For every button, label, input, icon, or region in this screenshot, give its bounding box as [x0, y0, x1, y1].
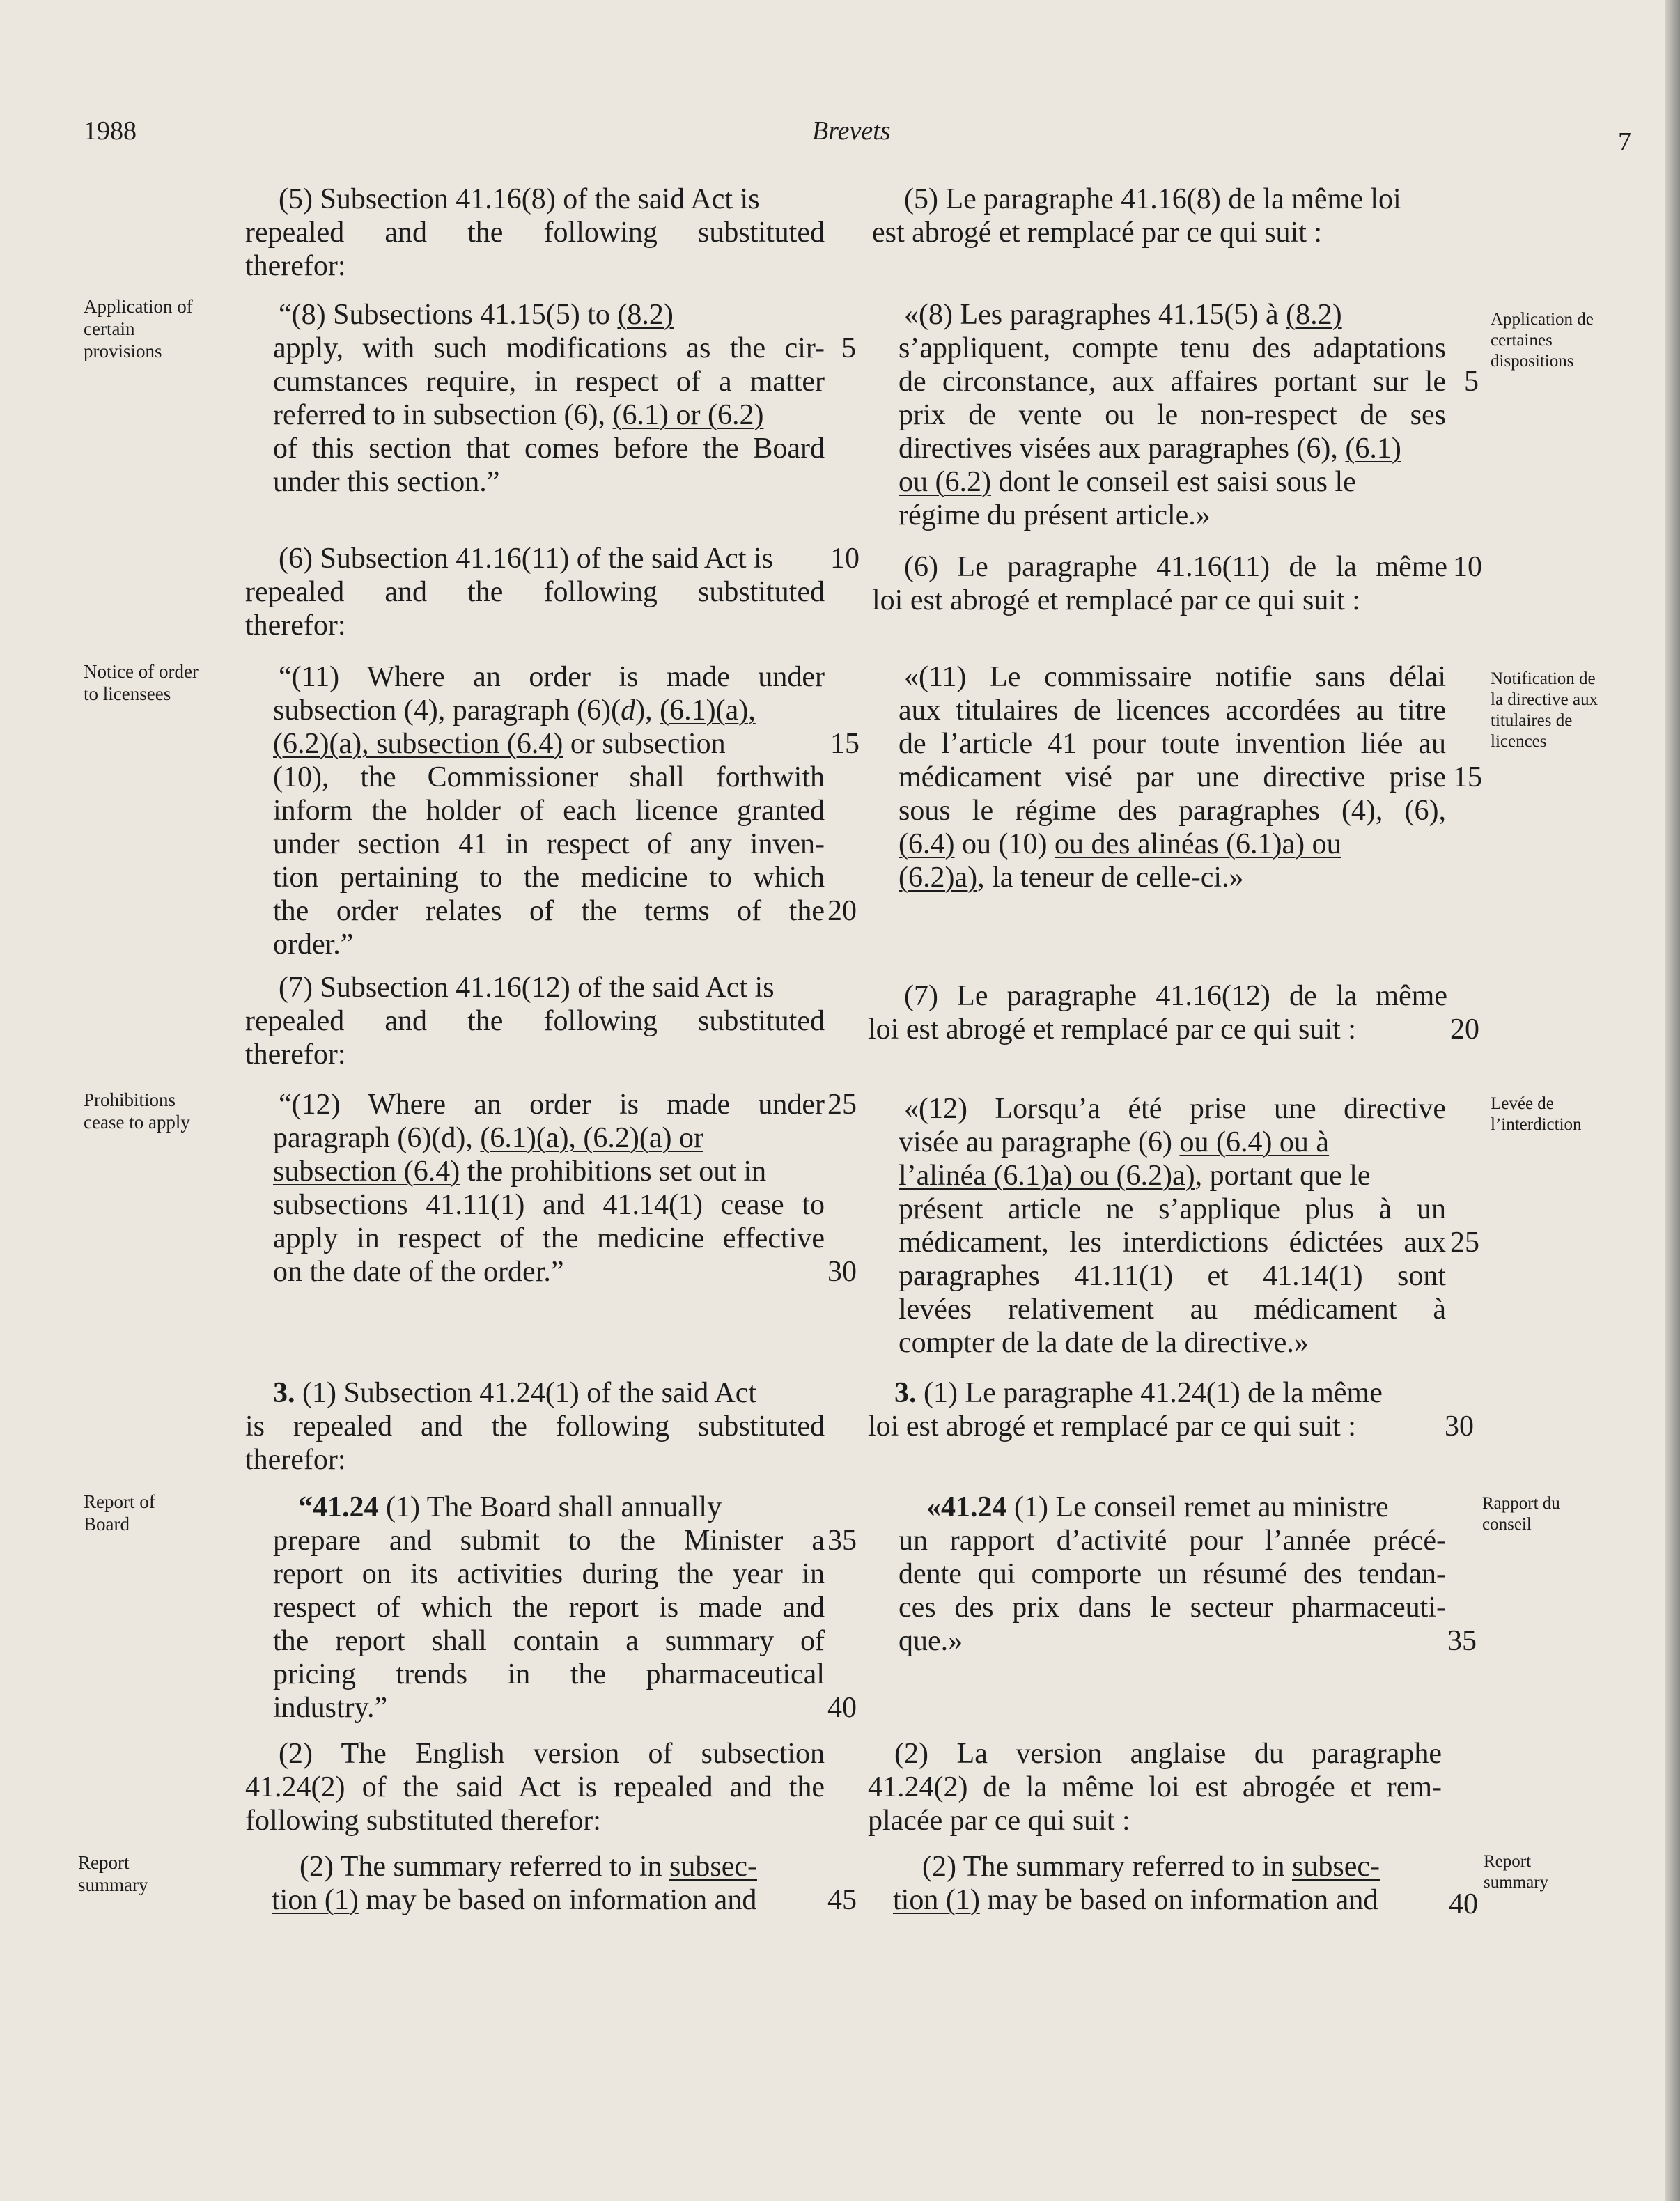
- line-number: 5: [841, 332, 856, 364]
- fr-p3-line: (6) Le paragraphe 41.16(11) de la même: [904, 551, 1447, 583]
- line-number: 15: [1453, 761, 1482, 793]
- en-p7-line: 3. (1) Subsection 41.24(1) of the said Act: [273, 1377, 757, 1409]
- line-number: 40: [1449, 1888, 1478, 1920]
- page-number: 7: [1618, 127, 1631, 157]
- en-p9-line: following substituted therefor:: [245, 1805, 601, 1837]
- en-p4-line: under section 41 in respect of any inven-: [273, 828, 825, 860]
- en-p8-line: report on its activities during the year in: [273, 1558, 825, 1590]
- en-p8-line: prepare and submit to the Minister a: [273, 1525, 825, 1557]
- margin-note-fr-3: Levée de l’interdiction: [1491, 1094, 1582, 1134]
- line-number: 35: [1447, 1625, 1477, 1657]
- fr-p2-line: de circonstance, aux affaires portant sur le: [899, 366, 1446, 398]
- fr-p1-line: (5) Le paragraphe 41.16(8) de la même loi: [904, 183, 1401, 215]
- margin-note-fr-4: Rapport du conseil: [1482, 1494, 1560, 1534]
- margin-note-en-5: Report summary: [78, 1852, 148, 1895]
- en-p4-line: (10), the Commissioner shall forthwith: [273, 761, 825, 793]
- fr-p6-line: «(12) Lorsqu’a été prise une directive: [904, 1093, 1446, 1125]
- en-p7-line: therefor:: [245, 1444, 346, 1476]
- fr-p5-line: (7) Le paragraphe 41.16(12) de la même: [904, 980, 1447, 1012]
- fr-p8-line: que.»: [899, 1625, 963, 1657]
- fr-p4-line: sous le régime des paragraphes (4), (6),: [899, 795, 1446, 827]
- en-p4-line: the order relates of the terms of the: [273, 895, 825, 927]
- en-p6-line: paragraph (6)(d), (6.1)(a), (6.2)(a) or: [273, 1122, 704, 1154]
- en-p6-line: subsections 41.11(1) and 41.14(1) cease to: [273, 1189, 825, 1221]
- fr-p2-line: «(8) Les paragraphes 41.15(5) à (8.2): [904, 299, 1342, 331]
- en-p2-line: apply, with such modifications as the cir-: [273, 332, 825, 364]
- en-p4-line: inform the holder of each licence granted: [273, 795, 825, 827]
- en-p5-line: (7) Subsection 41.16(12) of the said Act is: [279, 972, 775, 1004]
- fr-p7-line: 3. (1) Le paragraphe 41.24(1) de la même: [894, 1377, 1383, 1409]
- en-p8-line: “41.24 (1) The Board shall annually: [298, 1491, 722, 1523]
- fr-p2-line: prix de vente ou le non-respect de ses: [899, 399, 1446, 431]
- en-p6-line: on the date of the order.”: [273, 1256, 564, 1288]
- en-p2-line: cumstances require, in respect of a matter: [273, 366, 825, 398]
- en-p4-line: tion pertaining to the medicine to which: [273, 862, 825, 894]
- en-p9-line: 41.24(2) of the said Act is repealed and the: [245, 1771, 825, 1803]
- page-spine-shadow: [1665, 0, 1680, 2201]
- en-p3-line: therefor:: [245, 609, 346, 641]
- fr-p2-line: régime du présent article.»: [899, 499, 1211, 531]
- en-p8-line: pricing trends in the pharmaceutical: [273, 1658, 825, 1690]
- margin-note-fr-2: Notification de la directive aux titulaires de licences: [1491, 669, 1599, 751]
- en-p6-line: apply in respect of the medicine effective: [273, 1222, 825, 1254]
- fr-p8-line: dente qui comporte un résumé des tendan-: [899, 1558, 1446, 1590]
- margin-note-en-3: Prohibitions cease to apply: [84, 1089, 190, 1133]
- en-p6-line: “(12) Where an order is made under: [279, 1089, 825, 1121]
- en-p1-line: (5) Subsection 41.16(8) of the said Act is: [279, 183, 760, 215]
- en-p5-line: repealed and the following substituted: [245, 1005, 825, 1037]
- fr-p6-line: compter de la date de la directive.»: [899, 1327, 1309, 1359]
- en-p6-line: subsection (6.4) the prohibitions set out in: [273, 1156, 767, 1188]
- line-number: 35: [827, 1525, 857, 1557]
- header-title: Brevets: [812, 116, 891, 146]
- fr-p4-line: de l’article 41 pour toute invention liée au: [899, 728, 1446, 760]
- fr-p4-line: aux titulaires de licences accordées au titre: [899, 694, 1446, 726]
- fr-p9-line: (2) La version anglaise du paragraphe: [894, 1738, 1442, 1770]
- en-p9-line: (2) The English version of subsection: [279, 1738, 825, 1770]
- fr-p7-line: loi est abrogé et remplacé par ce qui suit :: [868, 1410, 1356, 1442]
- line-number: 30: [827, 1256, 857, 1288]
- fr-p2-line: s’appliquent, compte tenu des adaptations: [899, 332, 1446, 364]
- line-number: 20: [827, 895, 857, 927]
- margin-note-en-4: Report of Board: [84, 1491, 155, 1534]
- fr-p6-line: présent article ne s’applique plus à un: [899, 1193, 1446, 1225]
- line-number: 25: [1450, 1227, 1479, 1259]
- margin-note-fr-5: Report summary: [1484, 1852, 1549, 1892]
- fr-p2-line: directives visées aux paragraphes (6), (6.1): [899, 433, 1401, 465]
- fr-p3-line: loi est abrogé et remplacé par ce qui suit :: [872, 584, 1360, 616]
- fr-p6-line: visée au paragraphe (6) ou (6.4) ou à: [899, 1126, 1330, 1158]
- en-p4-line: subsection (4), paragraph (6)(d), (6.1)(a),: [273, 694, 756, 726]
- margin-note-en-2: Notice of order to licensees: [84, 661, 199, 704]
- en-p7-line: is repealed and the following substituted: [245, 1410, 825, 1442]
- fr-p8-line: «41.24 (1) Le conseil remet au ministre: [926, 1491, 1389, 1523]
- fr-p6-line: médicament, les interdictions édictées aux: [899, 1227, 1446, 1259]
- fr-p9-line: placée par ce qui suit :: [868, 1805, 1130, 1837]
- line-number: 10: [830, 543, 860, 575]
- fr-p6-line: l’alinéa (6.1)a) ou (6.2)a), portant que le: [899, 1160, 1371, 1192]
- line-number: 45: [827, 1884, 857, 1916]
- line-number: 5: [1464, 366, 1479, 398]
- fr-p4-line: (6.4) ou (10) ou des alinéas (6.1)a) ou: [899, 828, 1341, 860]
- en-p2-line: of this section that comes before the Board: [273, 433, 825, 465]
- line-number: 20: [1450, 1013, 1479, 1045]
- line-number: 40: [827, 1692, 857, 1724]
- fr-p5-line: loi est abrogé et remplacé par ce qui suit :: [868, 1013, 1356, 1045]
- margin-note-fr-1: Application de certaines dispositions: [1491, 310, 1594, 371]
- en-p10-line: tion (1) may be based on information and: [272, 1884, 757, 1916]
- fr-p2-line: ou (6.2) dont le conseil est saisi sous le: [899, 466, 1356, 498]
- en-p1-line: therefor:: [245, 250, 346, 282]
- line-number: 10: [1453, 551, 1482, 583]
- en-p4-line: “(11) Where an order is made under: [279, 661, 825, 693]
- en-p2-line: “(8) Subsections 41.15(5) to (8.2): [279, 299, 674, 331]
- fr-p10-line: tion (1) may be based on information and: [893, 1884, 1378, 1916]
- fr-p4-line: «(11) Le commissaire notifie sans délai: [904, 661, 1446, 693]
- en-p10-line: (2) The summary referred to in subsec-: [300, 1851, 757, 1883]
- en-p5-line: therefor:: [245, 1039, 346, 1071]
- margin-note-en-1: Application of certain provisions: [84, 296, 193, 361]
- en-p3-line: (6) Subsection 41.16(11) of the said Act is: [279, 543, 774, 575]
- fr-p4-line: (6.2)a), la teneur de celle-ci.»: [899, 862, 1244, 894]
- en-p1-line: repealed and the following substituted: [245, 217, 825, 249]
- en-p4-line: order.”: [273, 928, 354, 960]
- header-year: 1988: [84, 116, 137, 146]
- fr-p4-line: médicament visé par une directive prise: [899, 761, 1446, 793]
- en-p8-line: the report shall contain a summary of: [273, 1625, 825, 1657]
- en-p8-line: respect of which the report is made and: [273, 1592, 825, 1624]
- en-p3-line: repealed and the following substituted: [245, 576, 825, 608]
- en-p2-line: referred to in subsection (6), (6.1) or (6.2): [273, 399, 764, 431]
- fr-p1-line: est abrogé et remplacé par ce qui suit :: [872, 217, 1323, 249]
- fr-p8-line: ces des prix dans le secteur pharmaceuti-: [899, 1592, 1446, 1624]
- fr-p8-line: un rapport d’activité pour l’année précé-: [899, 1525, 1446, 1557]
- fr-p9-line: 41.24(2) de la même loi est abrogée et rem-: [868, 1771, 1442, 1803]
- en-p8-line: industry.”: [273, 1692, 388, 1724]
- fr-p6-line: levées relativement au médicament à: [899, 1293, 1446, 1325]
- fr-p10-line: (2) The summary referred to in subsec-: [922, 1851, 1380, 1883]
- en-p4-line: (6.2)(a), subsection (6.4) or subsection: [273, 728, 726, 760]
- line-number: 15: [830, 728, 860, 760]
- line-number: 25: [827, 1089, 857, 1121]
- en-p2-line: under this section.”: [273, 466, 500, 498]
- fr-p6-line: paragraphes 41.11(1) et 41.14(1) sont: [899, 1260, 1446, 1292]
- line-number: 30: [1445, 1410, 1474, 1442]
